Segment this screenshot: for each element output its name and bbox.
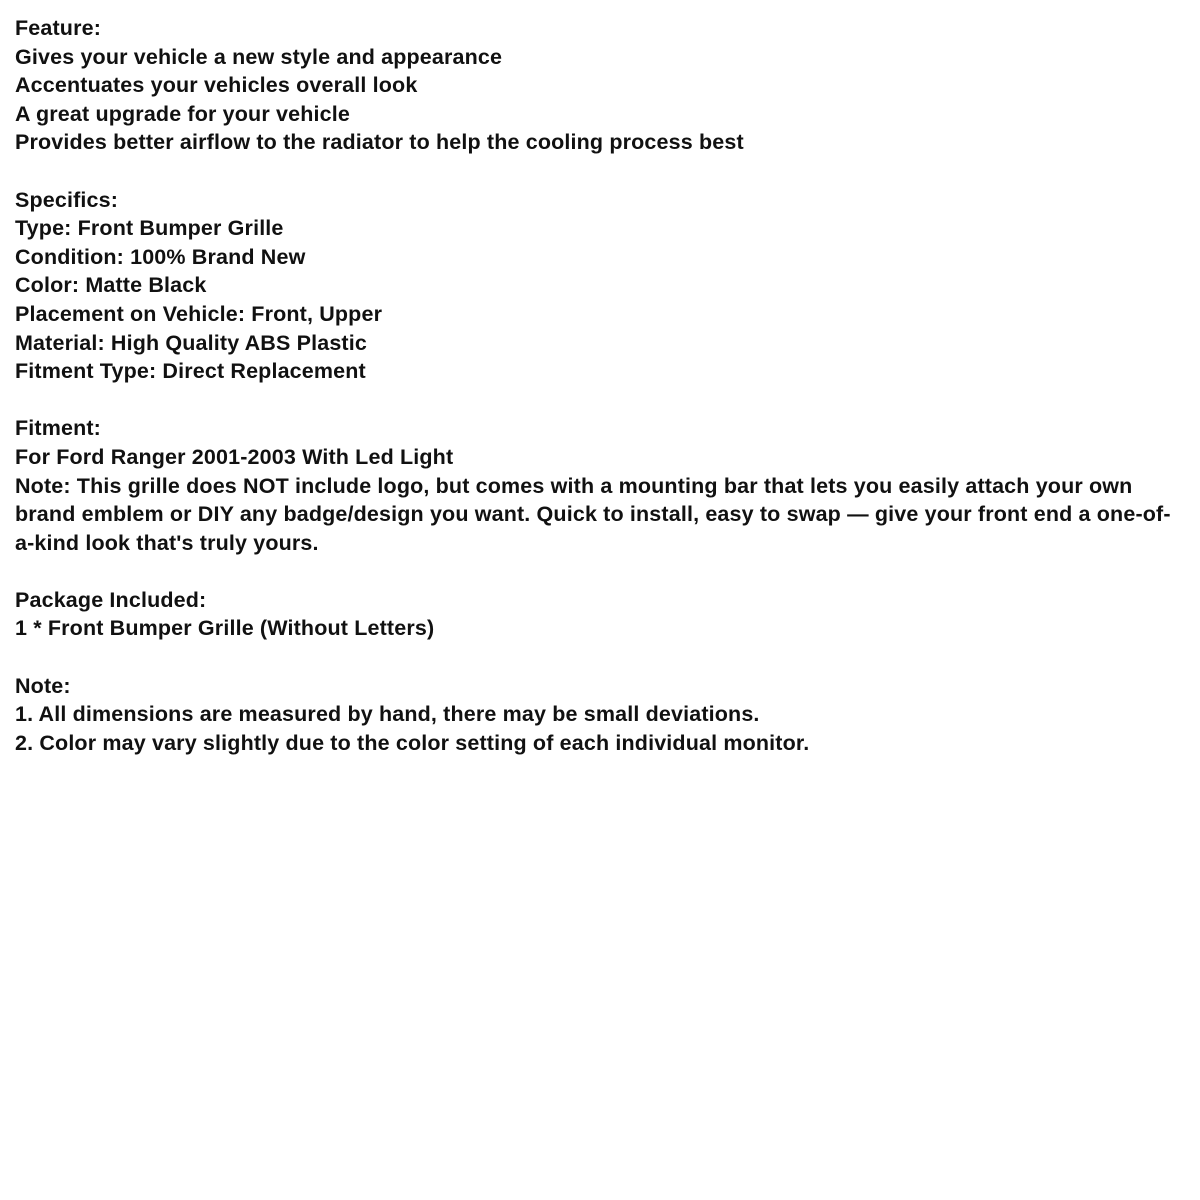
product-description: [15, 14, 1187, 786]
fitment-section: [15, 414, 1187, 557]
specifics-item: Color: Matte Black: [15, 273, 207, 298]
specifics-item: Placement on Vehicle: Front, Upper: [15, 301, 383, 326]
note-item: 1. All dimensions are measured by hand, there may be small deviations.: [15, 702, 760, 727]
specifics-item: Fitment Type: Direct Replacement: [15, 359, 366, 384]
feature-item: Provides better airflow to the radiator to help the cooling process best: [15, 130, 744, 155]
feature-section: [15, 14, 1187, 157]
feature-item: Gives your vehicle a new style and appearance: [15, 44, 503, 69]
package-item: 1 * Front Bumper Grille (Without Letters): [15, 616, 435, 641]
fitment-heading: Fitment:: [15, 416, 101, 441]
specifics-item: Condition: 100% Brand New: [15, 244, 306, 269]
specifics-section: [15, 186, 1187, 386]
specifics-item: Material: High Quality ABS Plastic: [15, 330, 367, 355]
specifics-heading: Specifics:: [15, 187, 119, 212]
fitment-vehicle: For Ford Ranger 2001-2003 With Led Light: [15, 444, 454, 469]
feature-heading: Feature:: [15, 16, 102, 40]
specifics-item: Type: Front Bumper Grille: [15, 216, 284, 241]
note-section: [15, 672, 1187, 758]
package-section: [15, 586, 1187, 643]
note-item: 2. Color may vary slightly due to the color setting of each individual monitor.: [15, 730, 810, 755]
package-heading: Package Included:: [15, 587, 207, 612]
note-heading: Note:: [15, 673, 71, 698]
feature-item: A great upgrade for your vehicle: [15, 101, 350, 126]
fitment-note: Note: This grille does NOT include logo, but comes with a mounting bar that lets you easily attach your own brand emblem or DIY any badge/design you want. Quick to install, easy to swap — give your front end a one-of-a-kind look that's truly yours.: [15, 473, 1171, 555]
feature-item: Accentuates your vehicles overall look: [15, 73, 418, 98]
